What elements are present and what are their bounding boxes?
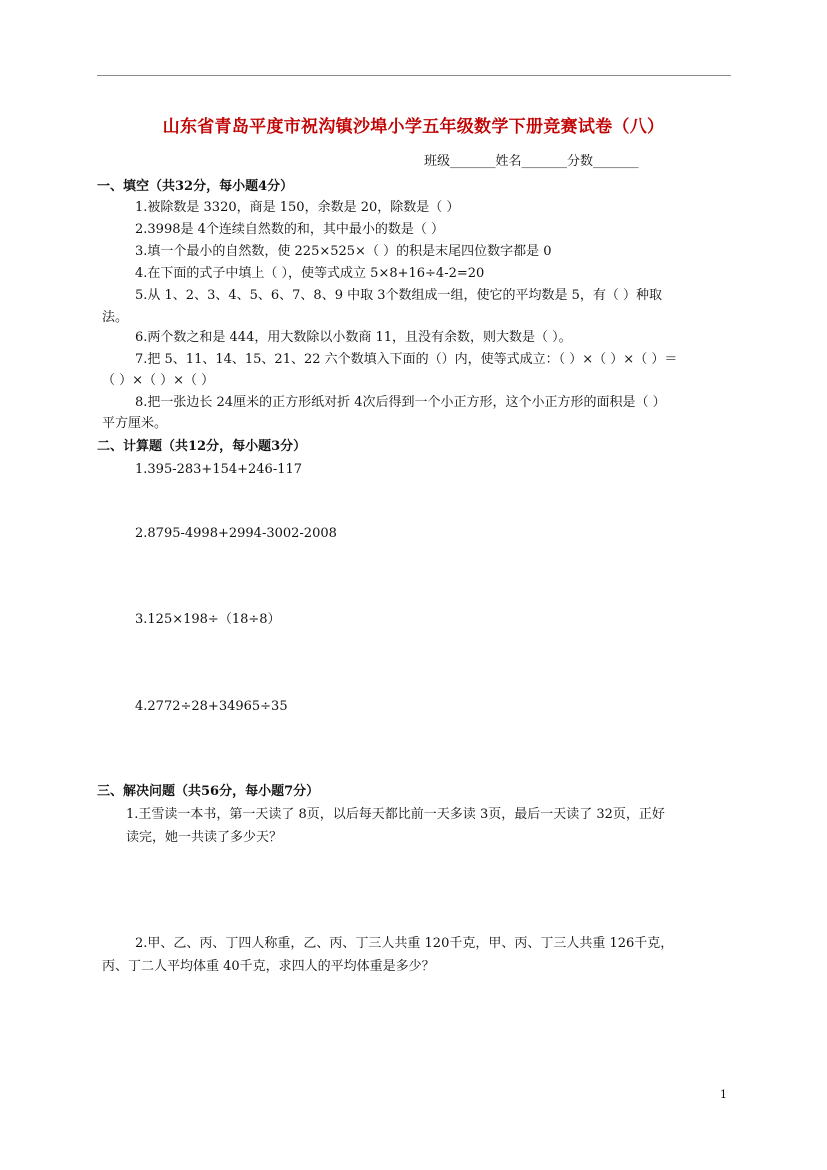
section-2-heading: 二、计算题（共12分，每小题3分）	[97, 439, 307, 454]
question-2-3: 3.125×198÷（18÷8）	[135, 612, 281, 627]
question-1-4: 4.在下面的式子中填上（ ），使等式成立 5×8+16÷4-2=20	[135, 266, 485, 281]
question-3-1-continued: 读完，她一共读了多少天？	[126, 830, 283, 845]
question-1-1: 1.被除数是 3320，商是 150，余数是 20，除数是（ ）	[135, 200, 460, 215]
question-3-1: 1.王雪读一本书，第一天读了 8页，以后每天都比前一天多读 3页，最后一天读了 32页，正好	[126, 807, 665, 822]
question-1-8-continued: 平方厘米。	[102, 416, 168, 431]
question-1-2: 2.3998是 4个连续自然数的和，其中最小的数是（ ）	[135, 222, 445, 237]
header-rule	[97, 75, 731, 76]
section-3-heading: 三、解决问题（共56分，每小题7分）	[97, 784, 320, 799]
student-info-line: 班级_______姓名_______分数_______	[424, 154, 639, 169]
question-3-2: 2.甲、乙、丙、丁四人称重，乙、丙、丁三人共重 120千克，甲、丙、丁三人共重 126千克，	[135, 936, 674, 951]
question-1-3: 3.填一个最小的自然数，使 225×525×（ ）的积是末尾四位数字都是 0	[135, 244, 552, 259]
question-2-2: 2.8795-4998+2994-3002-2008	[135, 526, 337, 541]
page-number: 1	[720, 1088, 727, 1101]
question-2-1: 1.395-283+154+246-117	[135, 462, 303, 477]
question-1-5-continued: 法。	[102, 310, 129, 325]
question-1-6: 6.两个数之和是 444，用大数除以小数商 11，且没有余数，则大数是（ ）。	[135, 330, 572, 345]
question-1-8: 8.把一张边长 24厘米的正方形纸对折 4次后得到一个小正方形，这个小正方形的面积是（ ）	[135, 395, 666, 410]
question-1-7-continued: （ ）×（ ）×（ ）	[102, 373, 215, 388]
question-1-5: 5.从 1、2、3、4、5、6、7、8、9 中取 3个数组成一组，使它的平均数是 5，有（ ）种取	[135, 288, 663, 303]
page-title: 山东省青岛平度市祝沟镇沙埠小学五年级数学下册竞赛试卷（八）	[162, 117, 665, 137]
question-2-4: 4.2772÷28+34965÷35	[135, 699, 288, 714]
question-1-7: 7.把 5、11、14、15、21、22 六个数填入下面的（）内，使等式成立：（ ）×（ ）×（ ）＝	[135, 352, 678, 367]
question-3-2-continued: 丙、丁二人平均体重 40千克，求四人的平均体重是多少？	[102, 959, 435, 974]
section-1-heading: 一、填空（共32分，每小题4分）	[97, 179, 294, 194]
